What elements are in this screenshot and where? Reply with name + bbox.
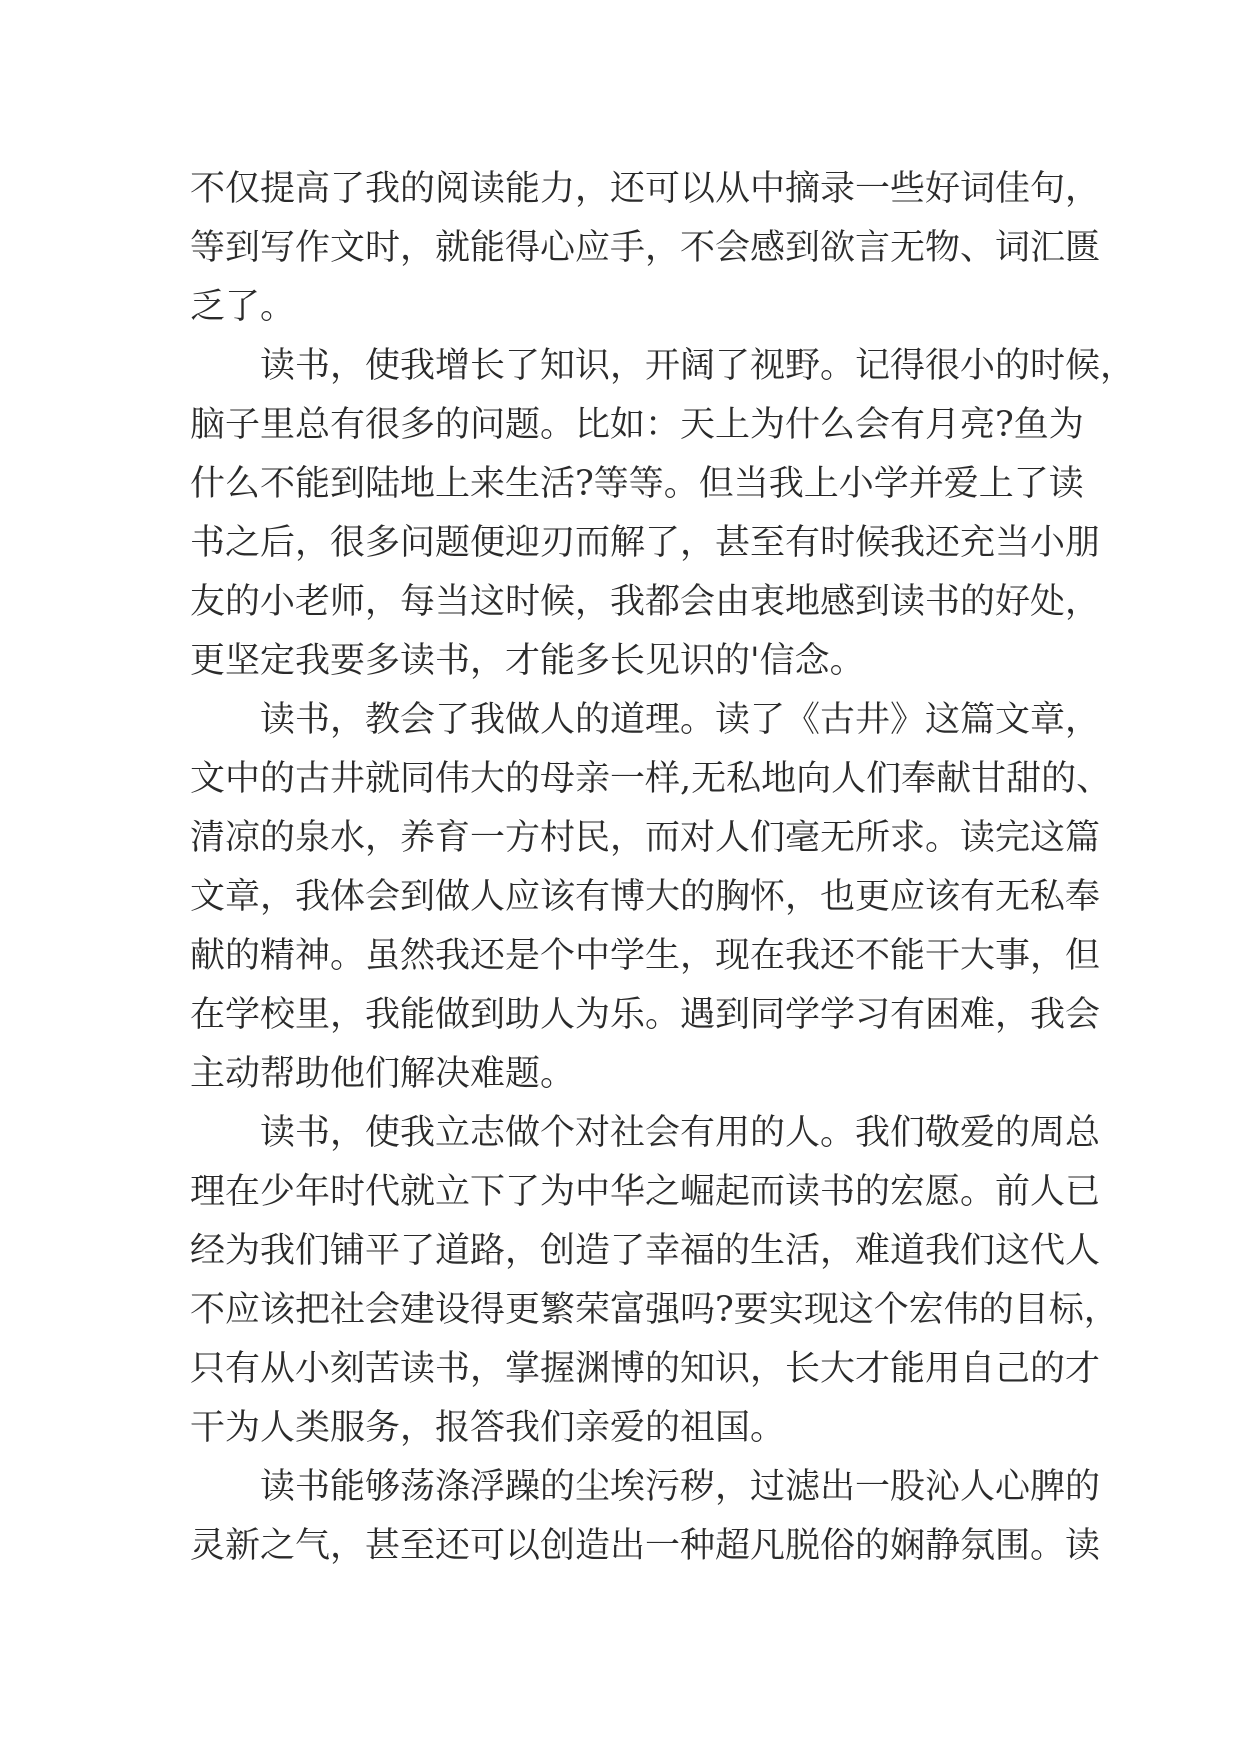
text-line: 文章，我体会到做人应该有博大的胸怀，也更应该有无私奉 <box>190 877 1101 917</box>
text-line: 灵新之气，甚至还可以创造出一种超凡脱俗的娴静氛围。读 <box>190 1526 1101 1566</box>
text-line: 乏了。 <box>190 287 296 327</box>
text-line: 读书能够荡涤浮躁的尘埃污秽，过滤出一股沁人心脾的 <box>260 1467 1101 1507</box>
text-line: 读书，使我立志做个对社会有用的人。我们敬爱的周总 <box>260 1113 1101 1153</box>
text-line: 不仅提高了我的阅读能力，还可以从中摘录一些好词佳句， <box>190 169 1101 209</box>
text-line: 什么不能到陆地上来生活?等等。但当我上小学并爱上了读 <box>190 464 1084 504</box>
text-line: 读书，教会了我做人的道理。读了《古井》这篇文章， <box>260 700 1101 740</box>
text-line: 只有从小刻苦读书，掌握渊博的知识，长大才能用自己的才 <box>190 1349 1101 1389</box>
text-line: 更坚定我要多读书，才能多长见识的'信念。 <box>190 641 865 681</box>
text-line: 友的小老师，每当这时候，我都会由衷地感到读书的好处， <box>190 582 1101 622</box>
text-line: 读书，使我增长了知识，开阔了视野。记得很小的时候， <box>260 346 1136 386</box>
text-line: 清凉的泉水，养育一方村民，而对人们毫无所求。读完这篇 <box>190 818 1101 858</box>
text-line: 主动帮助他们解决难题。 <box>190 1054 576 1094</box>
text-line: 干为人类服务，报答我们亲爱的祖国。 <box>190 1408 786 1448</box>
text-line: 不应该把社会建设得更繁荣富强吗?要实现这个宏伟的目标， <box>190 1290 1119 1330</box>
text-line: 书之后，很多问题便迎刃而解了，甚至有时候我还充当小朋 <box>190 523 1101 563</box>
text-line: 等到写作文时，就能得心应手，不会感到欲言无物、词汇匮 <box>190 228 1101 268</box>
text-line: 文中的古井就同伟大的母亲一样,无私地向人们奉献甘甜的、 <box>190 759 1112 799</box>
text-line: 献的精神。虽然我还是个中学生，现在我还不能干大事，但 <box>190 936 1101 976</box>
text-line: 在学校里，我能做到助人为乐。遇到同学学习有困难，我会 <box>190 995 1101 1035</box>
text-line: 经为我们铺平了道路，创造了幸福的生活，难道我们这代人 <box>190 1231 1101 1271</box>
text-line: 脑子里总有很多的问题。比如：天上为什么会有月亮?鱼为 <box>190 405 1084 445</box>
body-text <box>190 160 1136 1576</box>
text-line: 理在少年时代就立下了为中华之崛起而读书的宏愿。前人已 <box>190 1172 1101 1212</box>
